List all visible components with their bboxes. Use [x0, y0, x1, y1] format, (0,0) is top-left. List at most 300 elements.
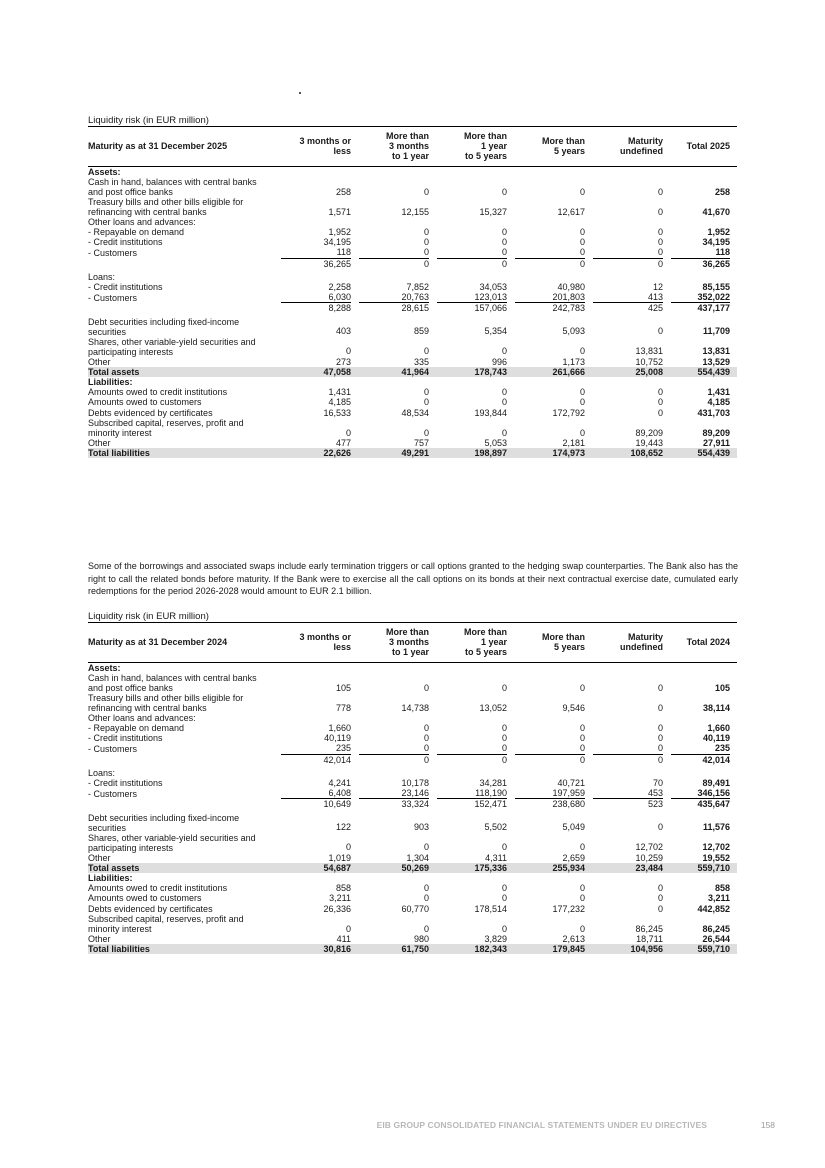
cell-value: 23,484: [635, 862, 663, 873]
total-cell: [663, 778, 737, 788]
total-cell: [663, 177, 737, 197]
value-cell: [429, 904, 507, 914]
cell-value: 0: [657, 702, 663, 713]
cell-value: 0: [657, 822, 663, 833]
value-cell: [273, 292, 351, 303]
value-cell: [273, 227, 351, 237]
cell-value: 179,845: [552, 943, 585, 954]
table-row: [88, 377, 737, 387]
cell-value: 9,546: [562, 702, 585, 713]
cell-value: 0: [423, 427, 429, 438]
cell-value: 0: [345, 842, 351, 853]
cell-value: 0: [501, 226, 507, 237]
row-label: Amounts owed to customers: [88, 397, 202, 408]
value-cell: [351, 247, 429, 258]
total-cell: [663, 873, 737, 883]
page-number: 158: [760, 1120, 775, 1130]
value-cell: [273, 673, 351, 693]
cell-value: 1,173: [562, 356, 585, 367]
value-cell: [507, 673, 585, 693]
call-options-paragraph: Some of the borrowings and associated swaps include early termination triggers or call options granted to the hedging swap counterparties. The Bank also has the right to call the related bonds before maturity. If the Bank were to exercise all the call options on its bonds at their next contractual exercise date, cumulated early redemptions for the period 2026-2028 would amount to EUR 2.1 billion.: [88, 561, 738, 596]
cell-value: 178,743: [474, 366, 507, 377]
cell-value: 453: [593, 788, 663, 799]
cell-value: 50,269: [401, 862, 429, 873]
row-label: Total liabilities: [88, 944, 273, 954]
value-cell: [351, 197, 429, 217]
value-cell: [507, 387, 585, 397]
value-cell: [429, 408, 507, 418]
cell-value: 38,114: [702, 702, 730, 713]
value-cell: [273, 303, 351, 316]
cell-value: 152,471: [474, 799, 507, 810]
value-cell: [351, 387, 429, 397]
value-cell: [351, 418, 429, 438]
cell-value: 34,281: [479, 777, 507, 788]
value-cell: [507, 357, 585, 367]
value-cell: [273, 723, 351, 733]
row-label: Assets:: [88, 166, 121, 177]
cell-value: 442,852: [697, 903, 730, 914]
value-cell: [507, 367, 585, 377]
total-cell: [663, 292, 737, 303]
table-row: [88, 166, 737, 177]
footer-title: EIB GROUP CONSOLIDATED FINANCIAL STATEMENTS UNDER EU DIRECTIVES: [376, 1120, 707, 1130]
cell-value: 0: [359, 743, 429, 754]
cell-value: 238,680: [552, 799, 585, 810]
value-cell: [429, 303, 507, 316]
cell-value: 0: [501, 842, 507, 853]
table-row: [88, 408, 737, 418]
column-header: More than 3 months to 1 year: [351, 623, 429, 662]
cell-value: 16,533: [323, 407, 351, 418]
cell-value: 34,195: [323, 237, 351, 248]
total-cell: [663, 448, 737, 458]
cell-value: 10,752: [635, 356, 663, 367]
cell-value: 5,354: [484, 326, 507, 337]
value-cell: [507, 713, 585, 723]
value-cell: [273, 397, 351, 407]
cell-value: 40,119: [324, 733, 351, 744]
row-label: Debt securities including fixed-income securities: [88, 812, 240, 833]
table-row: [88, 693, 737, 713]
cell-value: 89,491: [702, 777, 730, 788]
value-cell: [429, 197, 507, 217]
row-label: Shares, other variable-yield securities and participating interests: [88, 832, 256, 853]
value-cell: [273, 799, 351, 812]
value-cell: [351, 893, 429, 903]
cell-value: 0: [423, 923, 429, 934]
cell-value: 411: [336, 933, 351, 944]
row-label: Amounts owed to credit institutions: [88, 387, 228, 398]
table-row: [88, 197, 737, 217]
total-cell: [663, 733, 737, 743]
cell-value: 8,288: [328, 303, 351, 314]
value-cell: [351, 853, 429, 863]
value-cell: [273, 197, 351, 217]
table-row: [88, 853, 737, 863]
cell-value: 157,066: [474, 303, 507, 314]
value-cell: [585, 227, 663, 237]
cell-value: 273: [335, 356, 351, 367]
cell-value: 85,155: [702, 281, 730, 292]
total-cell: [663, 247, 737, 258]
cell-value: 0: [657, 237, 663, 248]
cell-value: 1,952: [328, 226, 351, 237]
value-cell: [273, 934, 351, 944]
cell-value: 0: [501, 883, 507, 894]
table-row: [88, 893, 737, 903]
row-label: Loans:: [88, 767, 116, 778]
row-label: - Credit institutions: [88, 733, 163, 744]
cell-value: 26,544: [702, 933, 730, 944]
table-row: [88, 778, 737, 788]
value-cell: [351, 303, 429, 316]
value-cell: [351, 237, 429, 247]
cell-value: 20,763: [359, 292, 429, 303]
value-cell: [585, 733, 663, 743]
cell-value: 255,934: [552, 862, 585, 873]
cell-value: 40,721: [557, 777, 585, 788]
cell-value: 0: [579, 387, 585, 398]
cell-value: 25,008: [635, 366, 663, 377]
value-cell: [429, 217, 507, 227]
cell-value: 554,439: [697, 366, 730, 377]
total-cell: [663, 418, 737, 438]
cell-value: 258: [714, 186, 730, 197]
table-row: [88, 733, 737, 743]
cell-value: 18,711: [636, 933, 663, 944]
cell-value: 0: [501, 346, 507, 357]
subtotal-row: [88, 799, 737, 812]
table-row: [88, 662, 737, 673]
row-label: - Customers: [88, 744, 138, 755]
total-cell: [663, 914, 737, 934]
value-cell: [273, 272, 351, 282]
cell-value: 49,291: [401, 447, 429, 458]
cell-value: 0: [657, 258, 663, 269]
subtotal-row: [88, 259, 737, 272]
cell-value: 5,049: [562, 822, 585, 833]
value-cell: [585, 778, 663, 788]
cell-value: 0: [579, 186, 585, 197]
value-cell: [351, 448, 429, 458]
cell-value: 36,265: [702, 258, 730, 269]
value-cell: [273, 853, 351, 863]
liquidity-table-2025: [88, 115, 737, 458]
value-cell: [507, 317, 585, 337]
value-cell: [585, 788, 663, 799]
cell-value: 0: [501, 258, 507, 269]
value-cell: [507, 227, 585, 237]
cell-value: 0: [345, 923, 351, 934]
total-cell: [663, 272, 737, 282]
total-cell: [663, 357, 737, 367]
value-cell: [507, 237, 585, 247]
value-cell: [507, 197, 585, 217]
cell-value: 1,304: [406, 852, 429, 863]
value-cell: [273, 883, 351, 893]
value-cell: [351, 282, 429, 292]
value-cell: [585, 934, 663, 944]
row-label: Liabilities:: [88, 872, 133, 883]
cell-value: 1,431: [707, 387, 730, 398]
row-label: Subscribed capital, reserves, profit and minority interest: [88, 913, 244, 934]
row-label: Total liabilities: [88, 448, 273, 458]
value-cell: [273, 337, 351, 357]
value-cell: [585, 303, 663, 316]
cell-value: 757: [413, 437, 429, 448]
total-cell: [663, 853, 737, 863]
value-cell: [429, 873, 507, 883]
value-cell: [429, 397, 507, 407]
value-cell: [351, 914, 429, 934]
value-cell: [429, 713, 507, 723]
cell-value: 0: [423, 893, 429, 904]
row-label: Shares, other variable-yield securities and participating interests: [88, 336, 256, 357]
total-cell: [663, 408, 737, 418]
value-cell: [585, 197, 663, 217]
cell-value: 47,058: [323, 366, 351, 377]
value-cell: [429, 292, 507, 303]
value-cell: [351, 408, 429, 418]
value-cell: [585, 292, 663, 303]
value-cell: [351, 733, 429, 743]
total-row: [88, 944, 737, 954]
cell-value: 0: [501, 722, 507, 733]
value-cell: [351, 693, 429, 713]
total-cell: [663, 673, 737, 693]
value-cell: [273, 873, 351, 883]
cell-value: 193,844: [474, 407, 507, 418]
cell-value: 123,013: [437, 292, 507, 303]
value-cell: [429, 259, 507, 272]
table-row: [88, 418, 737, 438]
row-label: Other: [88, 356, 111, 367]
cell-value: 19,443: [635, 437, 663, 448]
cell-value: 0: [423, 387, 429, 398]
value-cell: [351, 904, 429, 914]
total-cell: [663, 259, 737, 272]
value-cell: [351, 317, 429, 337]
cell-value: 0: [579, 722, 585, 733]
cell-value: 0: [579, 427, 585, 438]
value-cell: [429, 237, 507, 247]
value-cell: [351, 873, 429, 883]
value-cell: [585, 408, 663, 418]
total-cell: [663, 904, 737, 914]
cell-value: 11,709: [702, 326, 730, 337]
value-cell: [351, 755, 429, 768]
value-cell: [429, 788, 507, 799]
table-row: [88, 317, 737, 337]
table-caption: Liquidity risk (in EUR million): [88, 611, 737, 623]
table-row: [88, 833, 737, 853]
cell-value: 0: [501, 682, 507, 693]
subtotal-row: [88, 755, 737, 768]
total-cell: [663, 863, 737, 873]
value-cell: [351, 768, 429, 778]
cell-value: 859: [413, 326, 429, 337]
cell-value: 0: [437, 743, 507, 754]
value-cell: [351, 337, 429, 357]
cell-value: 42,014: [702, 754, 730, 765]
cell-value: 242,783: [552, 303, 585, 314]
value-cell: [429, 357, 507, 367]
cell-value: 4,311: [485, 852, 507, 863]
table-row: [88, 883, 737, 893]
cell-value: 36,265: [323, 258, 351, 269]
cell-value: 3,211: [707, 893, 730, 904]
cell-value: 0: [657, 893, 663, 904]
value-cell: [585, 799, 663, 812]
row-label: Treasury bills and other bills eligible for refinancing with central banks: [88, 692, 244, 713]
value-cell: [273, 662, 351, 673]
value-cell: [429, 799, 507, 812]
cell-value: 0: [579, 893, 585, 904]
cell-value: 0: [423, 397, 429, 408]
cell-value: 0: [501, 893, 507, 904]
value-cell: [273, 813, 351, 833]
cell-value: 0: [423, 237, 429, 248]
cell-value: 86,245: [635, 923, 663, 934]
value-cell: [273, 387, 351, 397]
total-cell: [663, 317, 737, 337]
cell-value: 0: [657, 407, 663, 418]
cell-value: 54,687: [323, 862, 351, 873]
value-cell: [507, 303, 585, 316]
row-label: - Customers: [88, 789, 138, 800]
cell-value: 22,626: [323, 447, 351, 458]
cell-value: 105: [335, 682, 351, 693]
cell-value: 403: [335, 326, 351, 337]
value-cell: [429, 755, 507, 768]
cell-value: 0: [579, 733, 585, 744]
value-cell: [507, 733, 585, 743]
value-cell: [507, 438, 585, 448]
column-header: More than 5 years: [507, 623, 585, 662]
cell-value: 30,816: [323, 943, 351, 954]
cell-value: 0: [579, 226, 585, 237]
cell-value: 0: [657, 387, 663, 398]
value-cell: [585, 662, 663, 673]
liquidity-risk-table: [88, 623, 737, 954]
value-cell: [429, 944, 507, 954]
table-row: [88, 904, 737, 914]
table-row: [88, 788, 737, 799]
cell-value: 0: [579, 842, 585, 853]
cell-value: 258: [335, 186, 351, 197]
cell-value: 346,156: [671, 788, 730, 799]
cell-value: 6,030: [281, 292, 351, 303]
cell-value: 0: [657, 186, 663, 197]
cell-value: 34,195: [702, 237, 730, 248]
column-header: More than 3 months to 1 year: [351, 127, 429, 166]
cell-value: 5,053: [484, 437, 507, 448]
cell-value: 1,660: [328, 722, 351, 733]
value-cell: [429, 813, 507, 833]
cell-value: 0: [657, 754, 663, 765]
cell-value: 1,660: [707, 722, 730, 733]
value-cell: [429, 883, 507, 893]
value-cell: [585, 893, 663, 903]
table-row: [88, 873, 737, 883]
value-cell: [507, 693, 585, 713]
value-cell: [585, 166, 663, 177]
value-cell: [507, 723, 585, 733]
cell-value: 10,649: [323, 799, 351, 810]
row-label: Other: [88, 933, 111, 944]
cell-value: 0: [515, 743, 585, 754]
value-cell: [507, 788, 585, 799]
total-cell: [663, 788, 737, 799]
cell-value: 352,022: [671, 292, 730, 303]
cell-value: 60,770: [401, 903, 429, 914]
value-cell: [507, 853, 585, 863]
row-label: - Credit institutions: [88, 281, 163, 292]
total-cell: [663, 303, 737, 316]
cell-value: 3,211: [329, 893, 351, 904]
value-cell: [507, 863, 585, 873]
cell-value: 89,209: [635, 427, 663, 438]
value-cell: [351, 367, 429, 377]
cell-value: 0: [423, 842, 429, 853]
total-cell: [663, 723, 737, 733]
total-cell: [663, 813, 737, 833]
cell-value: 559,710: [697, 862, 730, 873]
table-row: [88, 247, 737, 258]
value-cell: [351, 217, 429, 227]
value-cell: [585, 177, 663, 197]
total-cell: [663, 944, 737, 954]
cell-value: 1,952: [707, 226, 730, 237]
value-cell: [585, 418, 663, 438]
value-cell: [507, 448, 585, 458]
value-cell: [507, 272, 585, 282]
value-cell: [429, 743, 507, 754]
value-cell: [585, 813, 663, 833]
value-cell: [351, 227, 429, 237]
column-header: Total 2025: [663, 127, 737, 166]
value-cell: [351, 863, 429, 873]
cell-value: 0: [359, 247, 429, 258]
value-cell: [273, 237, 351, 247]
cell-value: 435,647: [697, 799, 730, 810]
value-cell: [507, 904, 585, 914]
table-row: [88, 387, 737, 397]
value-cell: [585, 259, 663, 272]
cell-value: 0: [657, 682, 663, 693]
value-cell: [429, 662, 507, 673]
value-cell: [429, 282, 507, 292]
cell-value: 0: [501, 427, 507, 438]
value-cell: [507, 418, 585, 438]
cell-value: 197,959: [515, 788, 585, 799]
cell-value: 0: [657, 733, 663, 744]
cell-value: 89,209: [702, 427, 730, 438]
value-cell: [351, 166, 429, 177]
cell-value: 425: [647, 303, 663, 314]
cell-value: 4,241: [328, 777, 351, 788]
cell-value: 13,529: [702, 356, 730, 367]
table-row: [88, 673, 737, 693]
cell-value: 118: [671, 247, 730, 258]
table-row: [88, 713, 737, 723]
value-cell: [429, 914, 507, 934]
value-cell: [429, 833, 507, 853]
total-cell: [663, 227, 737, 237]
row-label: Assets:: [88, 662, 121, 673]
cell-value: 42,014: [323, 754, 351, 765]
